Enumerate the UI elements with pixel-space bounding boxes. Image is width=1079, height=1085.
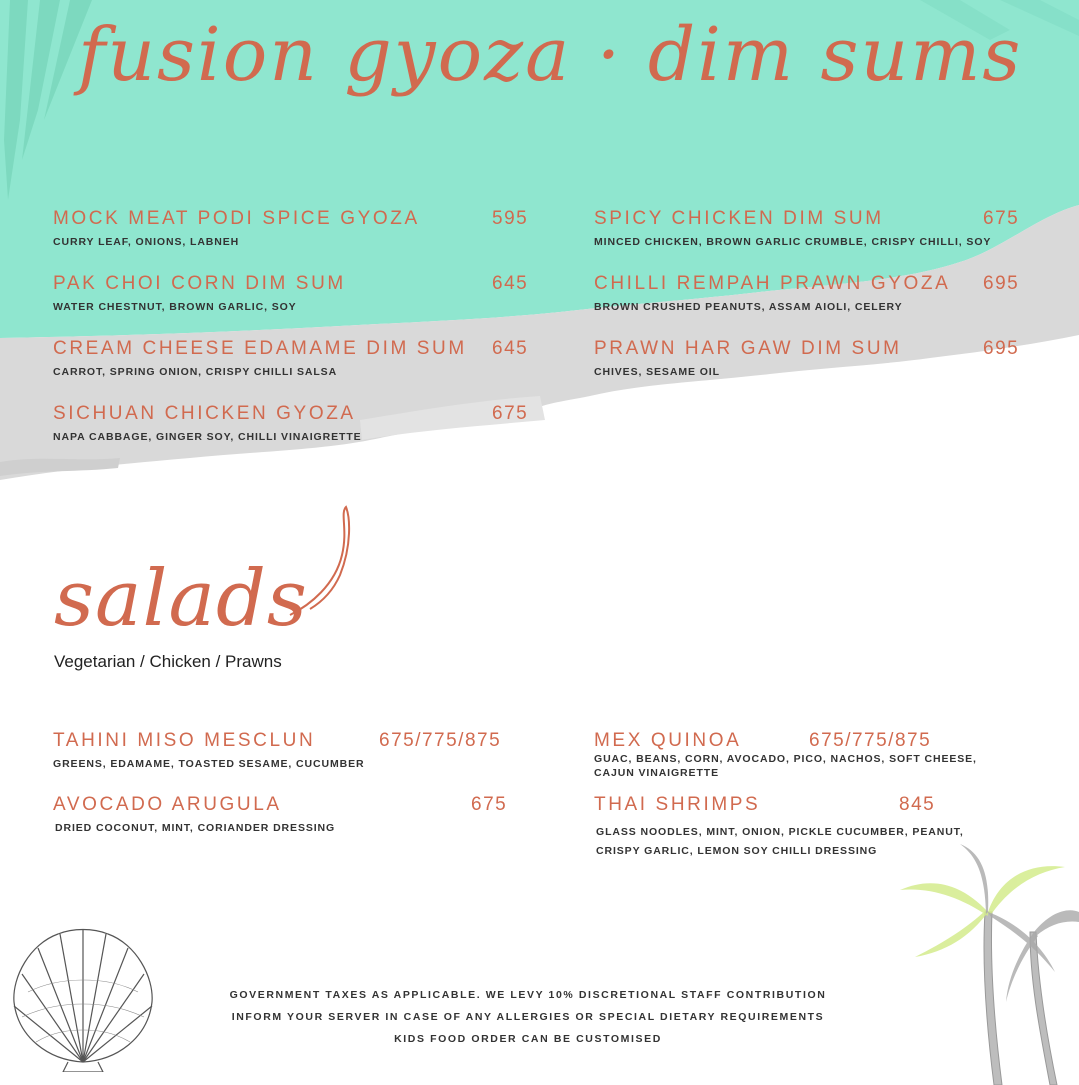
item-description: GLASS NOODLES, MINT, ONION, PICKLE CUCUMBER, PEANUT, CRISPY GARLIC, LEMON SOY CHILLI DRESSING [596,826,964,857]
footer-line: INFORM YOUR SERVER IN CASE OF ANY ALLERGIES OR SPECIAL DIETARY REQUIREMENTS [231,1011,825,1023]
item-description: CURRY LEAF, ONIONS, LABNEH [53,236,240,248]
seashell-illustration [8,922,158,1072]
item-name: TAHINI MISO MESCLUN [53,730,316,751]
item-price: 645 [492,338,529,359]
item-name: MEX QUINOA [594,730,742,751]
item-description: GUAC, BEANS, CORN, AVOCADO, PICO, NACHOS, SOFT CHEESE, CAJUN VINAIGRETTE [594,753,977,779]
item-price: 675 [492,403,529,424]
item-name: SICHUAN CHICKEN GYOZA [53,403,356,424]
item-price: 695 [983,338,1020,359]
item-name: THAI SHRIMPS [594,794,761,815]
item-price: 675/775/875 [809,730,932,751]
item-name: CREAM CHEESE EDAMAME DIM SUM [53,338,467,359]
item-description: WATER CHESTNUT, BROWN GARLIC, SOY [53,301,297,313]
item-name: MOCK MEAT PODI SPICE GYOZA [53,208,420,229]
item-name: AVOCADO ARUGULA [53,794,282,815]
item-price: 675/775/875 [379,730,502,751]
item-name: PRAWN HAR GAW DIM SUM [594,338,902,359]
footer-line: KIDS FOOD ORDER CAN BE CUSTOMISED [394,1033,662,1045]
item-price: 845 [899,794,936,815]
item-description: BROWN CRUSHED PEANUTS, ASSAM AIOLI, CELERY [594,301,903,313]
item-description: CHIVES, SESAME OIL [594,366,720,378]
item-price: 675 [983,208,1020,229]
salads-subtitle: Vegetarian / Chicken / Prawns [54,652,282,671]
item-price: 695 [983,273,1020,294]
item-price: 675 [471,794,508,815]
section-title-salads: salads [54,554,308,644]
item-description: CARROT, SPRING ONION, CRISPY CHILLI SALSA [53,366,338,378]
palm-tree-illustration [890,842,1079,1085]
item-price: 595 [492,208,529,229]
item-name: SPICY CHICKEN DIM SUM [594,208,884,229]
item-description: NAPA CABBAGE, GINGER SOY, CHILLI VINAIGRETTE [53,431,362,443]
item-name: PAK CHOI CORN DIM SUM [53,273,346,294]
footer-line: GOVERNMENT TAXES AS APPLICABLE. WE LEVY 10% DISCRETIONAL STAFF CONTRIBUTION [229,989,827,1001]
item-description: MINCED CHICKEN, BROWN GARLIC CRUMBLE, CRISPY CHILLI, SOY [594,236,992,248]
item-name: CHILLI REMPAH PRAWN GYOZA [594,273,951,294]
item-description: GREENS, EDAMAME, TOASTED SESAME, CUCUMBER [53,758,365,770]
item-description: DRIED COCONUT, MINT, CORIANDER DRESSING [55,822,336,834]
footer-notes [200,984,856,1050]
item-price: 645 [492,273,529,294]
page-title: fusion gyoza · dim sums [78,12,1023,98]
